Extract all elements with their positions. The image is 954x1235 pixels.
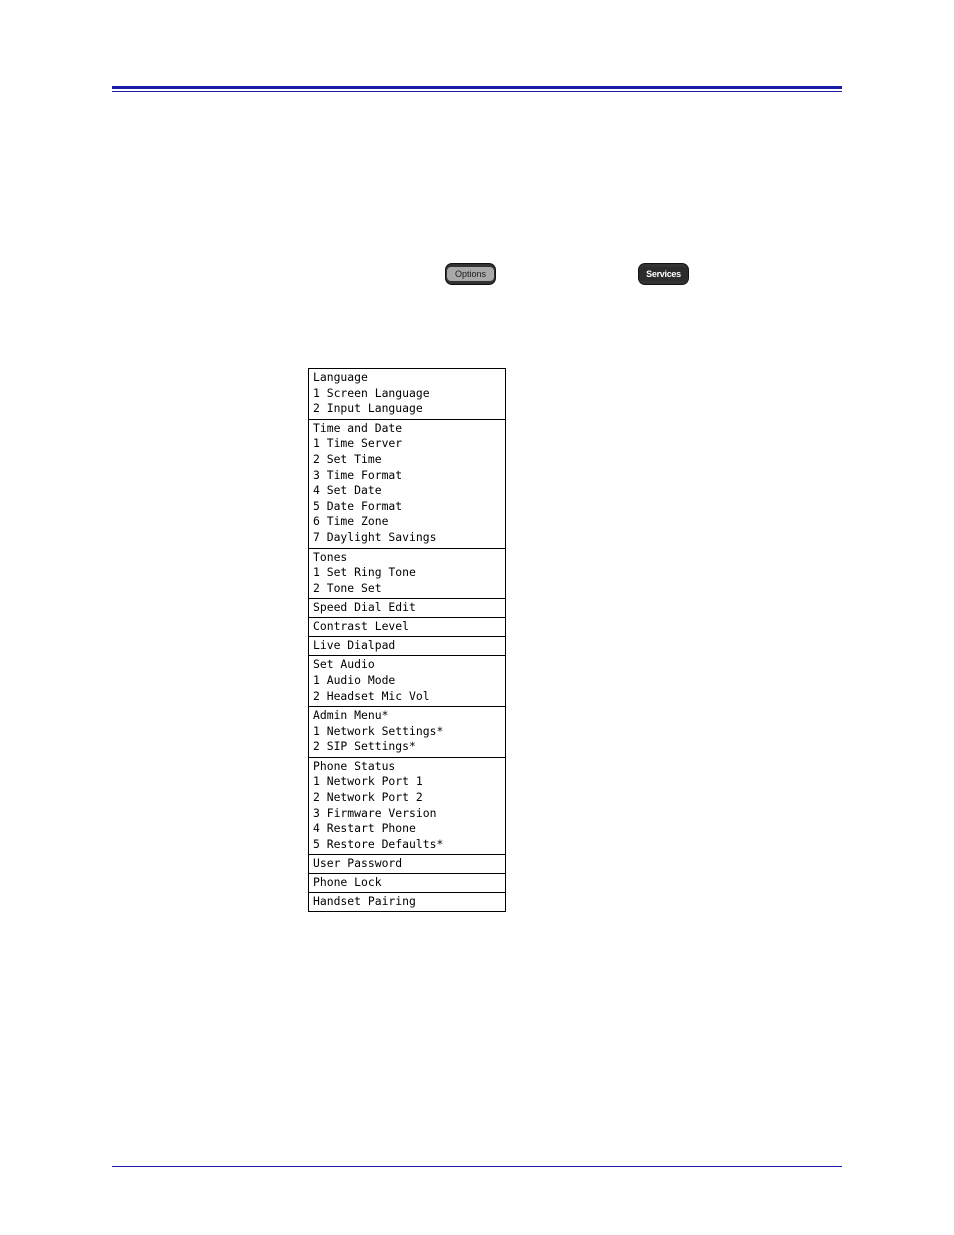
menu-item: 3 Time Format [313, 467, 403, 482]
menu-group-title: Tones [313, 549, 348, 564]
menu-item: 7 Daylight Savings [313, 529, 437, 544]
menu-group-title: Set Audio [313, 657, 375, 672]
menu-group [309, 419, 505, 548]
menu-group-title: Time and Date [313, 420, 403, 435]
menu-group-title: Language [313, 370, 368, 384]
menu-group [309, 854, 505, 873]
menu-group-title: Live Dialpad [313, 638, 396, 653]
menu-item: 2 Input Language [313, 401, 423, 416]
menu-item: 3 Firmware Version [313, 805, 437, 820]
menu-item: 6 Time Zone [313, 514, 389, 529]
options-key-label: Options [447, 267, 494, 281]
menu-group [309, 873, 505, 892]
menu-item: 2 Headset Mic Vol [313, 688, 430, 703]
services-key-label: Services [639, 267, 688, 281]
menu-item: 2 Network Port 2 [313, 790, 423, 805]
menu-group [309, 892, 505, 911]
menu-item: 1 Network Settings* [313, 723, 444, 738]
menu-item: 1 Network Port 1 [313, 774, 423, 789]
header-rule-secondary [112, 91, 842, 92]
menu-item: 2 Tone Set [313, 580, 382, 595]
menu-group [309, 548, 505, 599]
menu-item: 2 SIP Settings* [313, 739, 416, 754]
menu-item: 1 Time Server [313, 436, 403, 451]
menu-group-title: Phone Lock [313, 875, 382, 890]
footer-rule [112, 1166, 842, 1167]
header-rule [112, 86, 842, 89]
menu-group [309, 706, 505, 757]
options-key[interactable] [446, 264, 495, 284]
menu-group [309, 655, 505, 706]
menu-group-title: Admin Menu* [313, 708, 389, 723]
options-menu-tree [308, 368, 506, 912]
menu-group [309, 636, 505, 655]
menu-group [309, 598, 505, 617]
menu-group-title: Handset Pairing [313, 894, 416, 909]
services-key[interactable] [639, 264, 688, 284]
menu-item: 4 Set Date [313, 483, 382, 498]
menu-group [309, 369, 505, 419]
menu-group [309, 757, 505, 855]
menu-item: 5 Restore Defaults* [313, 836, 444, 851]
menu-item: 2 Set Time [313, 451, 382, 466]
menu-item: 1 Set Ring Tone [313, 565, 416, 580]
menu-group-title: Contrast Level [313, 619, 410, 634]
menu-group-title: Speed Dial Edit [313, 600, 416, 615]
menu-item: 1 Screen Language [313, 385, 430, 400]
menu-item: 5 Date Format [313, 498, 403, 513]
menu-item: 1 Audio Mode [313, 672, 396, 687]
menu-item: 4 Restart Phone [313, 821, 416, 836]
menu-group-title: User Password [313, 856, 403, 871]
menu-group [309, 617, 505, 636]
menu-group-title: Phone Status [313, 758, 396, 773]
